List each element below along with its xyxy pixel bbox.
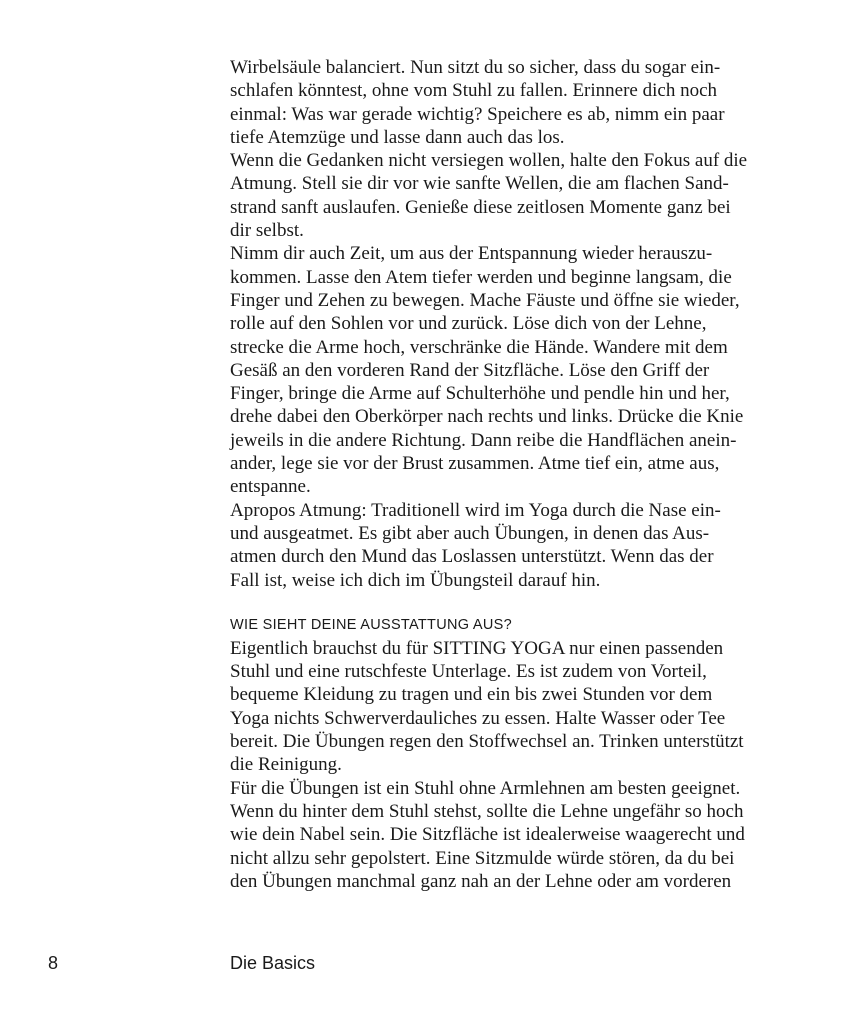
text-line: Nimm dir auch Zeit, um aus der Entspannung wieder herauszu- — [230, 243, 713, 265]
paragraph-balance — [230, 56, 750, 149]
text-line: Stuhl und eine rutschfeste Unterlage. Es ist zudem von Vorteil, — [230, 661, 707, 683]
text-line: dir selbst. — [230, 220, 304, 242]
paragraph-equipment — [230, 637, 750, 777]
text-line: Wirbelsäule balanciert. Nun sitzt du so sicher, dass du sogar ein- — [230, 57, 721, 78]
text-line: kommen. Lasse den Atem tiefer werden und beginne langsam, die — [230, 266, 732, 288]
text-line: schlafen könntest, ohne vom Stuhl zu fallen. Erinnere dich noch — [230, 80, 718, 102]
text-line: Apropos Atmung: Traditionell wird im Yoga durch die Nase ein- — [230, 499, 721, 521]
section-spacer — [230, 592, 750, 614]
text-line: Yoga nichts Schwerverdauliches zu essen. Halte Wasser oder Tee — [230, 707, 726, 729]
text-line: strand sanft auslaufen. Genieße diese zeitlosen Momente ganz bei — [230, 196, 731, 218]
body-text — [230, 56, 750, 893]
text-line: jeweils in die andere Richtung. Dann reibe die Handflächen anein- — [230, 429, 737, 451]
text-line: Wenn du hinter dem Stuhl stehst, sollte die Lehne ungefähr so hoch — [230, 800, 744, 822]
text-line: drehe dabei den Oberkörper nach rechts und links. Drücke die Knie — [230, 406, 744, 428]
text-line: nicht allzu sehr gepolstert. Eine Sitzmulde würde stören, da du bei — [230, 847, 735, 869]
text-line: tiefe Atemzüge und lasse dann auch das los. — [230, 126, 565, 148]
text-line: Finger, bringe die Arme auf Schulterhöhe und pendle hin und her, — [230, 383, 730, 405]
section-heading: WIE SIEHT DEINE AUSSTATTUNG AUS? — [230, 616, 512, 633]
text-line: atmen durch den Mund das Loslassen unterstützt. Wenn das der — [230, 546, 714, 568]
text-line: strecke die Arme hoch, verschränke die Hände. Wandere mit dem — [230, 336, 728, 358]
text-line: Eigentlich brauchst du für SITTING YOGA nur einen passenden — [230, 637, 724, 659]
paragraph-chair — [230, 777, 750, 893]
text-line: Für die Übungen ist ein Stuhl ohne Armlehnen am besten geeignet. — [230, 777, 741, 799]
text-line: wie dein Nabel sein. Die Sitzfläche ist idealerweise waagerecht und — [230, 824, 745, 846]
paragraph-thoughts — [230, 149, 750, 242]
running-footer-title: Die Basics — [230, 953, 316, 973]
text-line: und ausgeatmet. Es gibt aber auch Übungen, in denen das Aus- — [230, 522, 710, 544]
text-line: bequeme Kleidung zu tragen und ein bis zwei Stunden vor dem — [230, 684, 713, 706]
text-line: Fall ist, weise ich dich im Übungsteil darauf hin. — [230, 569, 601, 591]
text-line: Wenn die Gedanken nicht versiegen wollen, halte den Fokus auf die — [230, 150, 748, 172]
text-line: rolle auf den Sohlen vor und zurück. Löse dich von der Lehne, — [230, 313, 707, 335]
text-line: die Reinigung. — [230, 754, 342, 776]
text-line: entspanne. — [230, 476, 311, 498]
text-line: Finger und Zehen zu bewegen. Mache Fäuste und öffne sie wieder, — [230, 289, 740, 311]
text-line: bereit. Die Übungen regen den Stoffwechsel an. Trinken unterstützt — [230, 731, 744, 753]
text-line: ander, lege sie vor der Brust zusammen. Atme tief ein, atme aus, — [230, 453, 720, 475]
paragraph-coming-out — [230, 242, 750, 498]
text-line: einmal: Was war gerade wichtig? Speichere es ab, nimm ein paar — [230, 103, 725, 125]
paragraph-breathing — [230, 499, 750, 592]
text-line: Gesäß an den vorderen Rand der Sitzfläche. Löse den Griff der — [230, 359, 710, 381]
text-line: Atmung. Stell sie dir vor wie sanfte Wellen, die am flachen Sand- — [230, 173, 729, 195]
text-line: den Übungen manchmal ganz nah an der Lehne oder am vorderen — [230, 870, 732, 892]
page-number: 8 — [48, 953, 59, 973]
